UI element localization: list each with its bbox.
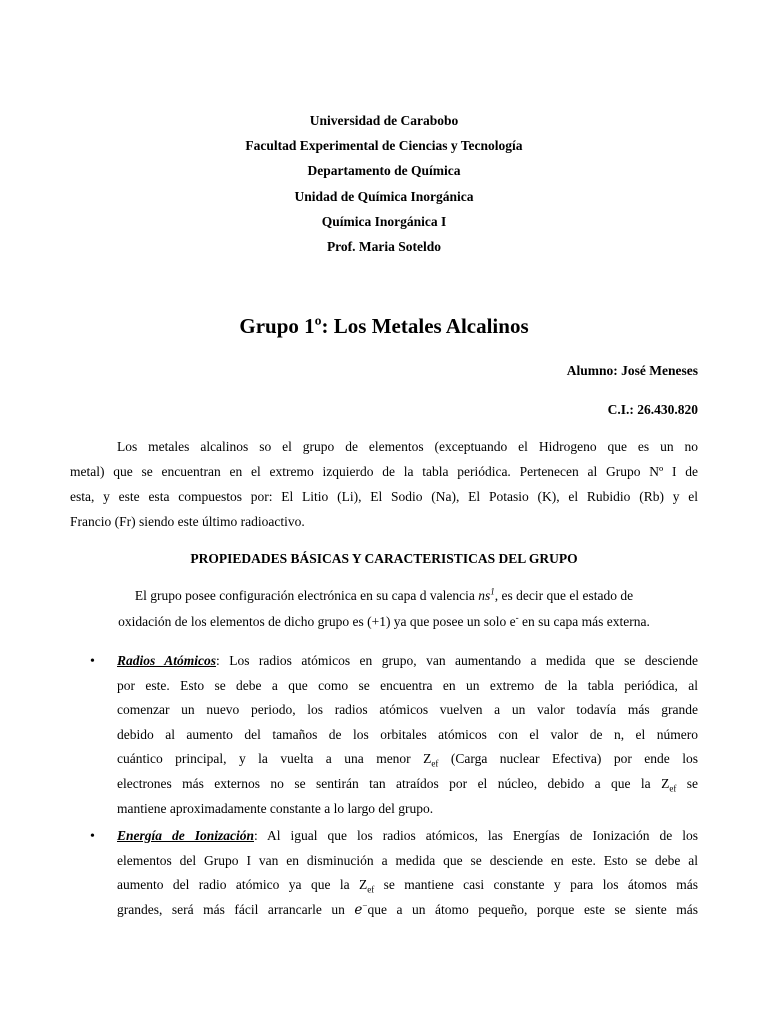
course-name: Química Inorgánica I xyxy=(321,214,447,229)
bullet-icon: • xyxy=(90,829,95,844)
bullet-icon: • xyxy=(90,654,95,669)
intro-line: Los metales alcalinos so el grupo de elementos (exceptuando el Hidrogeno que es un no xyxy=(117,439,698,454)
config-line-1: El grupo posee configuración electrónica en su capa d valencia $ns^1$, es decir que el estado de xyxy=(134,586,634,603)
intro-line: metal) que se encuentran en el extremo izquierdo de la tabla periódica. Pertenecen al Grupo Nº I de xyxy=(70,464,698,479)
config-line-2: oxidación de los elementos de dicho grupo es (+1) ya que posee un solo e- en su capa más externa. xyxy=(118,612,650,629)
intro-line: Francio (Fr) siendo este último radioactivo. xyxy=(70,514,305,529)
intro-paragraph xyxy=(70,434,698,534)
university-name: Universidad de Carabobo xyxy=(309,113,459,128)
intro-line: esta, y este esta compuestos por: El Litio (Li), El Sodio (Na), El Potasio (K), el Rubidio (Rb) y el xyxy=(70,489,698,504)
faculty-name: Facultad Experimental de Ciencias y Tecnología xyxy=(245,138,523,153)
term-energia-ionizacion: Energía de Ionización xyxy=(117,828,255,843)
professor-name: Prof. Maria Soteldo xyxy=(326,239,442,254)
bullet-energia-ionizacion: Energía de Ionización: Al igual que los radios atómicos, las Energías de Ionización de los elementos del Grupo I van en disminución a medida que se desciende en este. Esto se debe al aumento del radio atómico ya que la $Z_{ef}$ se mantiene casi constante y para los átomos más grandes, será más fácil arrancarle un e−que a un átomo pequeño, porque este se siente más xyxy=(117,828,698,918)
student-name: Alumno: José Meneses xyxy=(566,363,698,378)
document-title: Grupo 1º: Los Metales Alcalinos xyxy=(239,314,529,338)
unit-name: Unidad de Química Inorgánica xyxy=(294,189,474,204)
bullet-radios-atomicos: Radios Atómicos: Los radios atómicos en grupo, van aumentando a medida que se desciende por este. Esto se debe a que como se encuentra en un extremo de la tabla periódica, al comenzar un nuevo periodo, los radios atómicos vuelven a un valor todavía más grande debido al aumento del tamaños de los orbitales atómicos con el valor de n, el número cuántico principal, y la vuelta a una menor $Z_{ef}$ (Carga nuclear Efectiva) por ende los electrones más externos no se sentirán tan atraídos por el núcleo, debido a que la $Z_{ef}$ se mantiene aproximadamente constante a lo largo del grupo. xyxy=(117,653,698,816)
term-radios-atomicos: Radios Atómicos xyxy=(117,653,216,668)
department-name: Departamento de Química xyxy=(307,163,461,178)
student-id: C.I.: 26.430.820 xyxy=(607,402,698,417)
section-heading: PROPIEDADES BÁSICAS Y CARACTERISTICAS DEL GRUPO xyxy=(190,551,578,566)
